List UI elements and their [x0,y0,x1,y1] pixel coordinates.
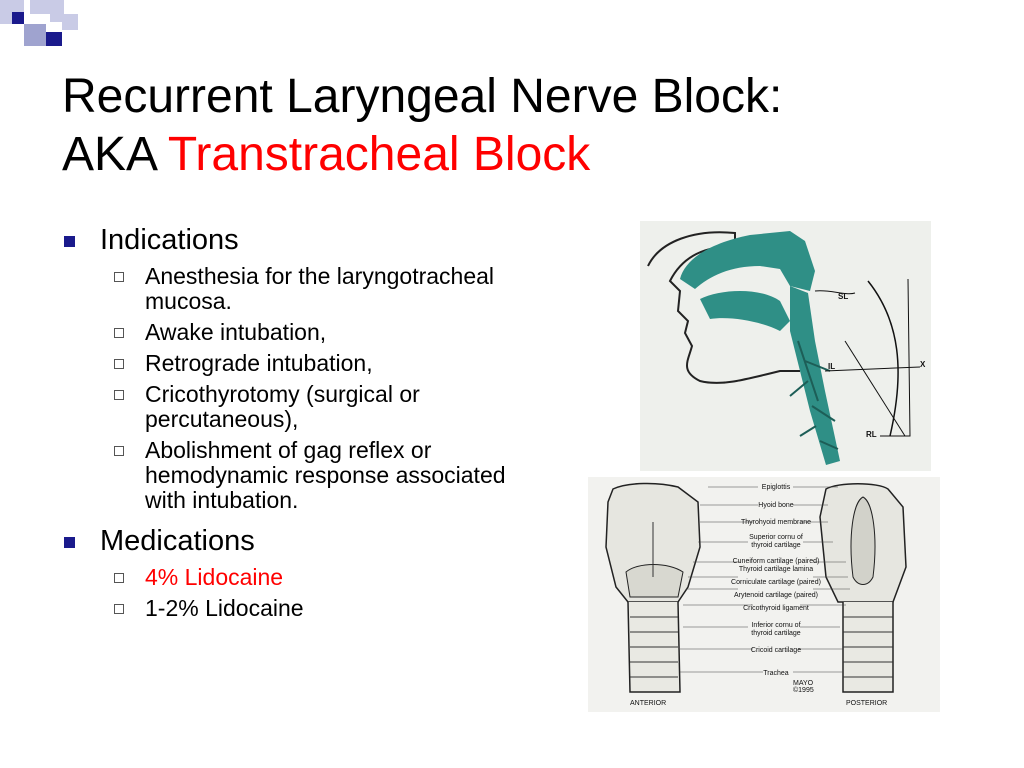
label-credit-mayo: MAYO [793,680,814,687]
label-cricoid-cartilage: Cricoid cartilage [750,647,802,654]
label-inferior-cornu-1: Inferior cornu of [751,622,801,629]
list-item: Awake intubation, [62,320,512,345]
label-x: X [920,360,926,369]
label-posterior: POSTERIOR [846,700,888,707]
larynx-anatomy-drawing [588,477,940,712]
label-corniculate: Corniculate cartilage (paired) [731,579,821,586]
list-item: Anesthesia for the laryngotracheal mucosa. [62,264,512,314]
section-indications-heading: Indications [62,222,512,258]
list-item: 1-2% Lidocaine [62,596,512,621]
nasal-cavity-shape [680,231,815,291]
list-item: 4% Lidocaine [62,565,512,590]
hollow-square-bullet-icon [114,390,124,400]
pharynx-shape [790,286,840,465]
oral-cavity-shape [700,291,790,331]
label-il: IL [828,362,836,371]
hollow-square-bullet-icon [114,328,124,338]
list-item: Retrograde intubation, [62,351,512,376]
airway-sagittal-drawing [640,221,931,471]
hollow-square-bullet-icon [114,573,124,583]
label-arytenoid: Arytenoid cartilage (paired) [733,592,819,599]
label-sl: SL [838,292,849,301]
corner-decoration [0,0,80,50]
label-trachea: Trachea [763,670,789,677]
hollow-square-bullet-icon [114,272,124,282]
hollow-square-bullet-icon [114,446,124,456]
label-thyroid-lamina: Thyroid cartilage lamina [738,566,814,573]
section-medications-heading: Medications [62,523,512,559]
label-rl: RL [866,430,877,439]
airway-sagittal-figure [640,221,931,471]
label-cuneiform: Cuneiform cartilage (paired) [732,558,820,565]
bullet-content [62,222,512,627]
label-superior-cornu-2: thyroid cartilage [751,542,801,549]
hollow-square-bullet-icon [114,604,124,614]
label-thyrohyoid-membrane: Thyrohyoid membrane [740,519,812,526]
label-anterior: ANTERIOR [630,700,667,707]
label-cricothyroid-ligament: Cricothyroid ligament [743,605,809,612]
square-bullet-icon [64,537,75,548]
label-superior-cornu-1: Superior cornu of [749,534,803,541]
label-epiglottis: Epiglottis [761,484,791,491]
label-credit-year: ©1995 [793,687,814,694]
square-bullet-icon [64,236,75,247]
hollow-square-bullet-icon [114,359,124,369]
label-hyoid-bone: Hyoid bone [758,502,794,509]
label-inferior-cornu-2: thyroid cartilage [751,630,801,637]
page-title [62,68,962,184]
title-line-2-prefix: AKA [62,128,168,181]
larynx-anatomy-figure [588,477,940,712]
title-line-1: Recurrent Laryngeal Nerve Block: [62,70,783,123]
list-item: Abolishment of gag reflex or hemodynamic response associated with intubation. [62,438,512,513]
title-line-2-accent: Transtracheal Block [167,128,591,181]
list-item: Cricothyrotomy (surgical or percutaneous), [62,382,512,432]
